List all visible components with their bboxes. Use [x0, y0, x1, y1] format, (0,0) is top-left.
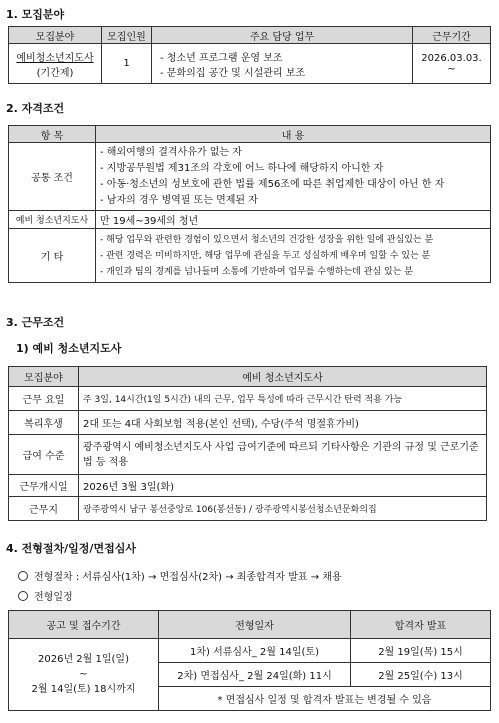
period-tilde: ~	[447, 63, 456, 75]
schedule-table	[8, 610, 491, 711]
schedule-note: * 면접심사 일정 및 합격자 발표는 변경될 수 있음	[159, 687, 491, 711]
youth-value: 만 19세~39세의 청년	[96, 211, 491, 229]
header-field: 모집분야	[9, 367, 79, 387]
duty-item: - 청소년 프로그램 운영 보조	[160, 52, 283, 64]
workplace-label: 근무지	[9, 497, 79, 521]
procedure-text: 전형절차 : 서류심사(1차) → 면접심사(2차) → 최종합격자 발표 → 채용	[34, 572, 342, 583]
welfare-value: 2대 또는 4대 사회보험 적용(본인 선택), 수당(주석 명절휴가비)	[79, 411, 487, 435]
header-youth: 예비 청소년지도사	[79, 367, 487, 387]
qualification-table	[8, 125, 491, 283]
header-item: 항 목	[9, 126, 96, 143]
section-1-title: 1. 모집분야	[6, 8, 65, 21]
result-1: 2월 19일(목) 15시	[351, 639, 491, 663]
header-content: 내 용	[96, 126, 491, 143]
period-end: 2월 14일(토) 18시까지	[31, 684, 136, 695]
header-duties: 주요 담당 업무	[152, 27, 413, 44]
period-cell	[413, 44, 491, 84]
welfare-label: 복리후생	[9, 411, 79, 435]
etc-item: - 관련 경력은 미비하지만, 해당 업무에 관심을 두고 성실하게 배우며 일할 수 있는 분	[100, 250, 431, 261]
section-3-title: 3. 근무조건	[6, 316, 65, 329]
stage-1: 1차) 서류심사_ 2월 14일(토)	[159, 639, 351, 663]
section-2-title: 2. 자격조건	[6, 102, 65, 115]
youth-label: 예비 청소년지도사	[9, 211, 96, 229]
common-item: - 해외여행의 결격사유가 없는 자	[100, 146, 242, 158]
common-item: - 지방공무원법 제31조의 각호에 어느 하나에 해당하지 아니한 자	[100, 162, 384, 174]
header-count: 모집인원	[102, 27, 152, 44]
workdays-label: 근무 요일	[9, 387, 79, 411]
common-item: - 아동·청소년의 성보호에 관한 법률 제56조에 따른 취업제한 대상이 아닌 한 자	[100, 178, 445, 190]
result-2: 2월 25일(수) 13시	[351, 663, 491, 687]
etc-items	[96, 229, 491, 283]
period-tilde: ~	[79, 669, 88, 680]
start-date-value: 2026년 3월 3일(화)	[79, 475, 487, 497]
field-type: (기간제)	[36, 67, 74, 79]
header-result: 합격자 발표	[351, 611, 491, 639]
application-period	[9, 639, 159, 711]
field-name: 예비청소년지도사	[16, 52, 94, 64]
stage-2: 2차) 면접심사_ 2월 24일(화) 11시	[159, 663, 351, 687]
duties-cell	[152, 44, 413, 84]
salary-value: 광주광역시 예비청소년지도사 사업 급여기준에 따르되 기타사항은 기관의 규정 및 근로기준법 등 적용	[79, 435, 487, 475]
common-label: 공통 조건	[9, 143, 96, 211]
common-item: - 남자의 경우 병역필 또는 면제된 자	[100, 194, 258, 206]
workplace-value: 광주광역시 남구 봉선중앙로 106(봉선동) / 광주광역시봉선청소년문화의집	[79, 497, 487, 521]
header-stage: 전형일자	[159, 611, 351, 639]
circle-bullet-icon	[18, 591, 28, 601]
circle-bullet-icon	[18, 571, 28, 581]
salary-label: 급여 수준	[9, 435, 79, 475]
section-3-subtitle: 1) 예비 청소년지도사	[16, 342, 122, 355]
etc-label: 기 타	[9, 229, 96, 283]
header-period: 근무기간	[413, 27, 491, 44]
schedule-text: 전형일정	[34, 592, 73, 603]
etc-item: - 개인과 팀의 경계를 넘나들며 소통에 기반하여 업무를 수행하는데 관심 있는 분	[100, 266, 413, 277]
recruit-field-table	[8, 26, 491, 84]
work-condition-table	[8, 366, 487, 521]
period-start: 2026.03.03.	[421, 52, 482, 64]
section-4-title: 4. 전형절차/일정/면접심사	[6, 542, 136, 555]
etc-item: - 해당 업무와 관련한 경험이 있으면서 청소년의 건강한 성장을 위한 일에 관심있는 분	[100, 234, 434, 245]
header-field: 모집분야	[9, 27, 102, 44]
procedure-line	[18, 568, 342, 583]
schedule-line	[18, 588, 73, 603]
duty-item: - 문화의집 공간 및 시설관리 보조	[160, 67, 306, 79]
common-items	[96, 143, 491, 211]
period-start: 2026년 2월 1일(일)	[38, 654, 129, 665]
header-period: 공고 및 접수기간	[9, 611, 159, 639]
workdays-value: 주 3일, 14시간(1일 5시간) 내의 근무, 업무 특성에 따라 근무시간 탄력 적용 가능	[79, 387, 487, 411]
count-cell: 1	[102, 44, 152, 84]
field-cell	[9, 44, 102, 84]
start-date-label: 근무개시일	[9, 475, 79, 497]
